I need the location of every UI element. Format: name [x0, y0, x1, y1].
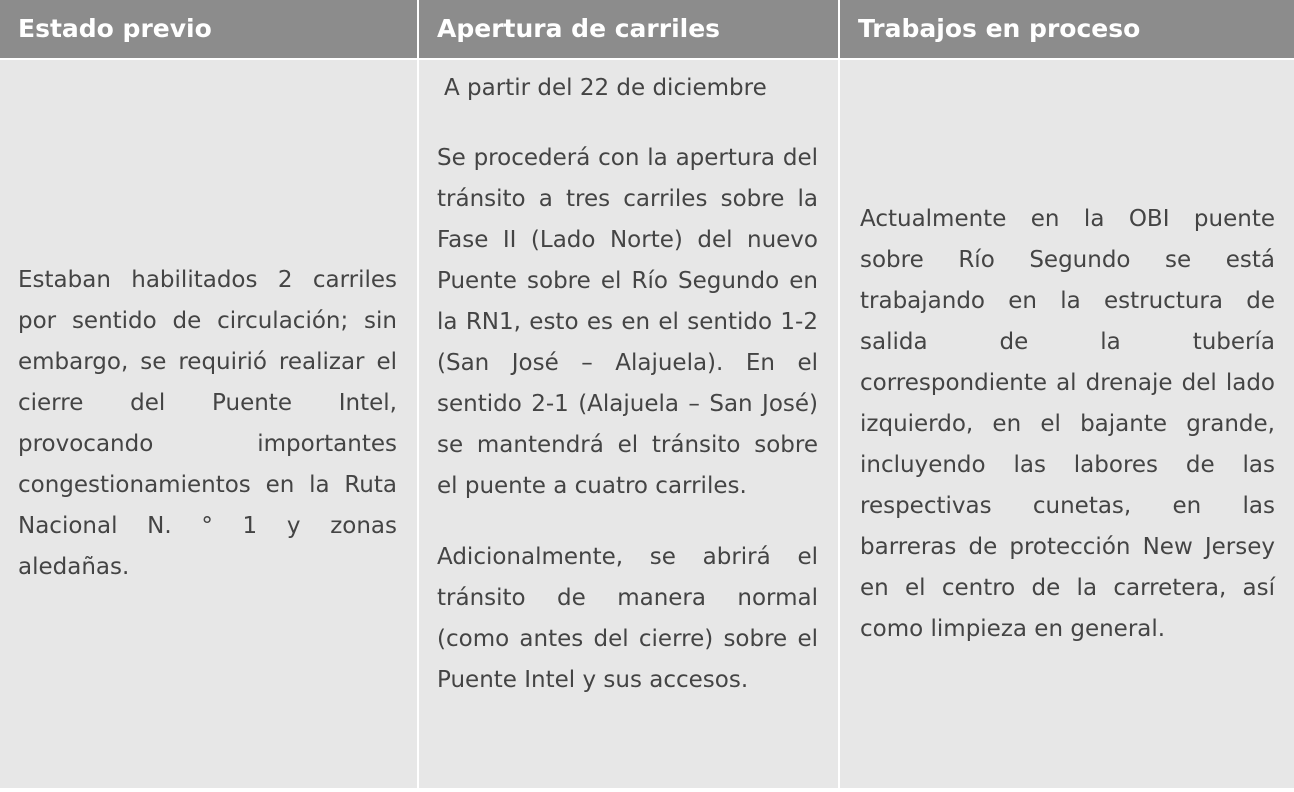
apertura-date: A partir del 22 de diciembre	[444, 75, 767, 101]
cell-trabajos-proceso	[840, 60, 1294, 788]
trabajos-proceso-text: Actualmente en la OBI puente sobre Río Segundo se está trabajando en la estructura de salida de la tubería correspondiente al drenaje del lado izquierdo, en el bajante grande, incluyendo las labores de las respectivas cunetas, en las barreras de protección New Jersey en el centro de la carretera, así como limpieza en general.	[860, 205, 1275, 642]
apertura-paragraph-2: Adicionalmente, se abrirá el tránsito de manera normal (como antes del cierre) sobre el Puente Intel y sus accesos.	[437, 544, 818, 693]
table-header-row	[0, 0, 1294, 58]
table-row	[0, 60, 1294, 788]
apertura-paragraph-1: Se procederá con la apertura del tránsito a tres carriles sobre la Fase II (Lado Norte) del nuevo Puente sobre el Río Segundo en la RN1, esto es en el sentido 1-2 (San José – Alajuela). En el sentido 2-1 (Alajuela – San José) se mantendrá el tránsito sobre el puente a cuatro carriles.	[437, 145, 818, 499]
header-apertura-carriles: Apertura de carriles	[419, 0, 840, 58]
table-bottom-divider	[0, 788, 1294, 792]
estado-previo-text: Estaban habilitados 2 carriles por sentido de circulación; sin embargo, se requirió realizar el cierre del Puente Intel, provocando importantes congestionamientos en la Ruta Nacional N. ° 1 y zonas aledañas.	[18, 267, 397, 580]
cell-apertura-carriles	[419, 60, 840, 788]
header-trabajos-proceso: Trabajos en proceso	[840, 0, 1294, 58]
header-estado-previo: Estado previo	[0, 0, 419, 58]
cell-estado-previo	[0, 60, 419, 788]
